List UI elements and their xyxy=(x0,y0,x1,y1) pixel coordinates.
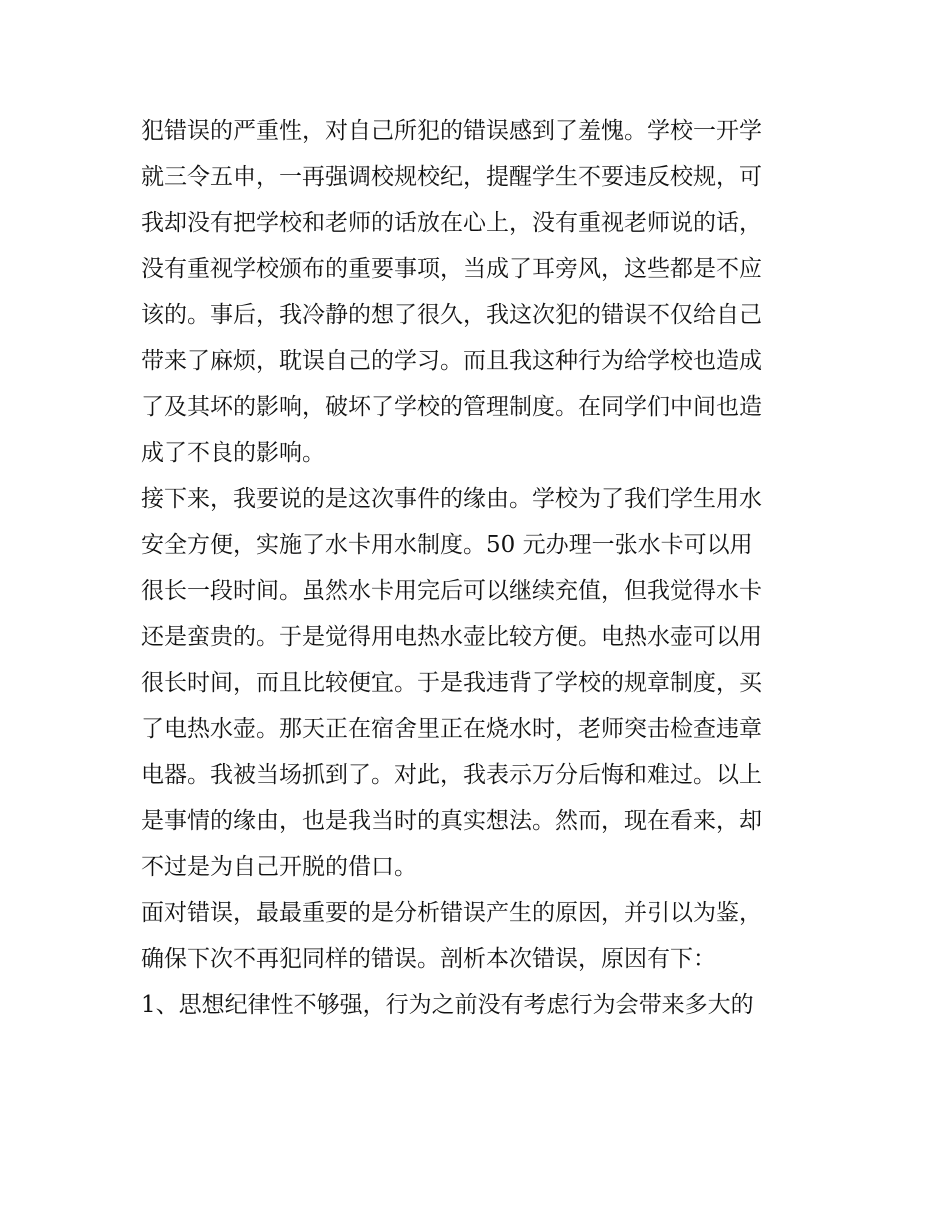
document-body xyxy=(141,108,821,1028)
text-line: 很长一段时间。虽然水卡用完后可以继续充值，但我觉得水卡 xyxy=(141,578,762,604)
text-line: 没有重视学校颁布的重要事项，当成了耳旁风，这些都是不应 xyxy=(141,256,762,282)
text-line: 带来了麻烦，耽误自己的学习。而且我这种行为给学校也造成 xyxy=(141,348,762,374)
text-line: 我却没有把学校和老师的话放在心上，没有重视老师说的话， xyxy=(141,210,762,236)
text-line: 面对错误，最最重要的是分析错误产生的原因，并引以为鉴， xyxy=(141,900,762,926)
text-line: 接下来，我要说的是这次事件的缘由。学校为了我们学生用水 xyxy=(141,486,762,512)
text-line: 就三令五申，一再强调校规校纪，提醒学生不要违反校规，可 xyxy=(141,164,762,190)
text-line: 犯错误的严重性，对自己所犯的错误感到了羞愧。学校一开学 xyxy=(141,118,762,144)
text-line: 1、思想纪律性不够强，行为之前没有考虑行为会带来多大的 xyxy=(141,992,754,1018)
text-line: 成了不良的影响。 xyxy=(141,440,325,466)
text-line: 确保下次不再犯同样的错误。剖析本次错误，原因有下： xyxy=(141,946,716,972)
text-line: 该的。事后，我冷静的想了很久，我这次犯的错误不仅给自己 xyxy=(141,302,762,328)
text-line: 了电热水壶。那天正在宿舍里正在烧水时，老师突击检查违章 xyxy=(141,716,762,742)
text-line: 了及其坏的影响，破坏了学校的管理制度。在同学们中间也造 xyxy=(141,394,762,420)
text-line: 安全方便，实施了水卡用水制度。50 元办理一张水卡可以用 xyxy=(141,532,753,558)
text-line: 很长时间，而且比较便宜。于是我违背了学校的规章制度，买 xyxy=(141,670,762,696)
text-line: 不过是为自己开脱的借口。 xyxy=(141,854,417,880)
text-line: 还是蛮贵的。于是觉得用电热水壶比较方便。电热水壶可以用 xyxy=(141,624,762,650)
text-line: 是事情的缘由，也是我当时的真实想法。然而，现在看来，却 xyxy=(141,808,762,834)
text-line: 电器。我被当场抓到了。对此，我表示万分后悔和难过。以上 xyxy=(141,762,762,788)
